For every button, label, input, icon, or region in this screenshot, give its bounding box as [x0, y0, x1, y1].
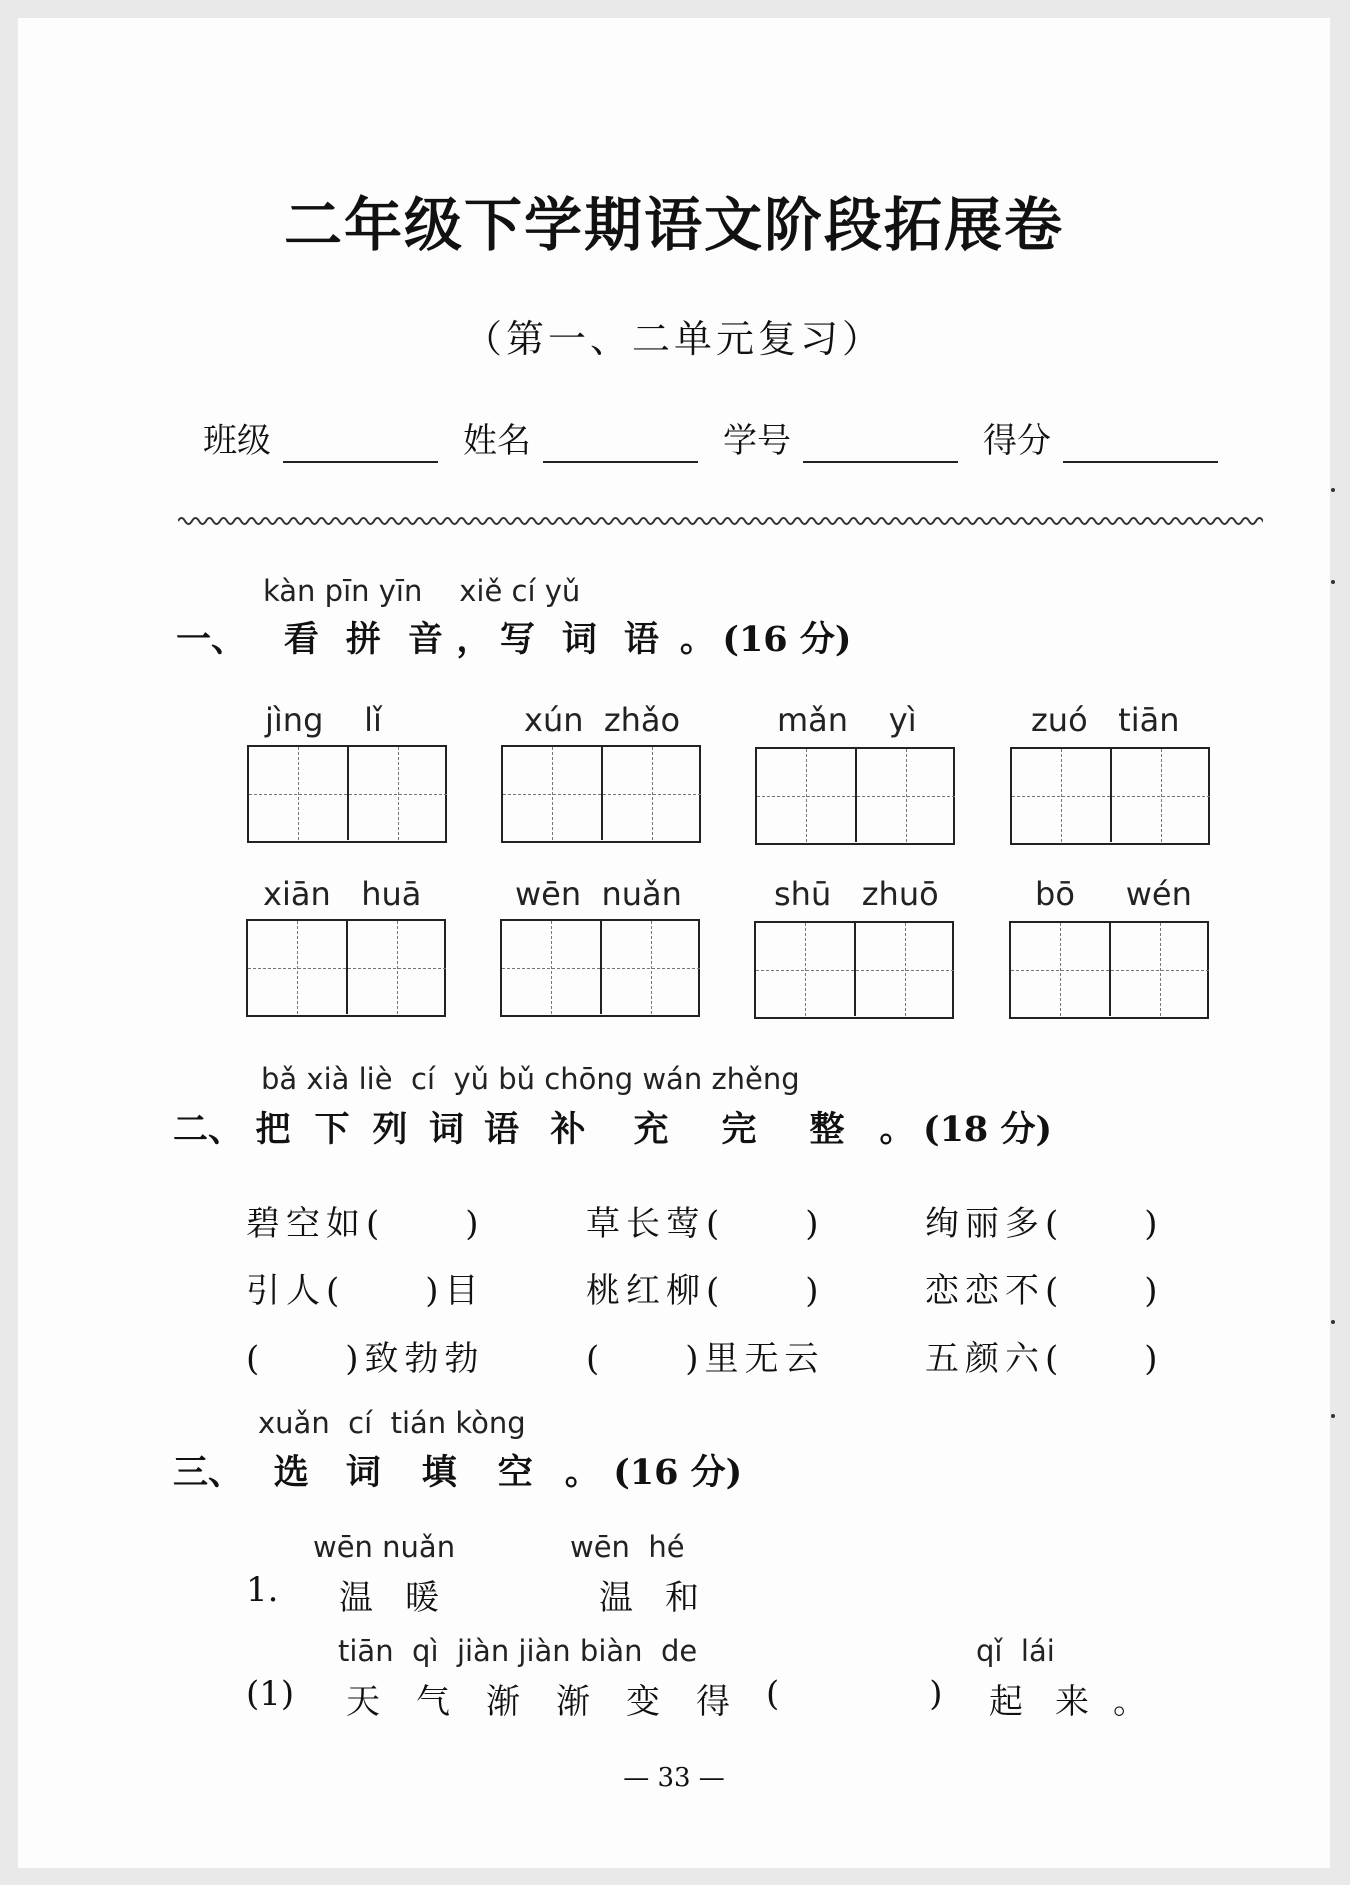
section1-pinyin: kàn pīn yīn xiě cí yǔ — [263, 574, 581, 608]
writing-grid[interactable] — [246, 919, 446, 1017]
word-pinyin: xiān huā — [263, 875, 422, 913]
word-pinyin: bō wén — [1035, 875, 1192, 913]
section2-heading: 二、 把 下 列 词 语 补 充 完 整 。 (18 分) — [173, 1109, 1053, 1150]
margin-dot — [1331, 488, 1335, 492]
margin-dot — [1331, 580, 1335, 584]
answer-blank[interactable]: ( ) — [766, 1674, 943, 1714]
sentence-pinyin: tiān qì jiàn jiàn biàn de — [338, 1634, 698, 1668]
word-pinyin: mǎn yì — [777, 701, 917, 739]
score-blank[interactable] — [1063, 460, 1218, 463]
sentence-tail: 起 来 。 — [989, 1682, 1147, 1722]
writing-grid[interactable] — [247, 745, 447, 843]
score-label: 得分 — [983, 421, 1051, 461]
idiom-fill[interactable]: 草长莺( ) — [586, 1204, 825, 1244]
writing-grid[interactable] — [1010, 747, 1210, 845]
choice-pinyin: wēn hé — [570, 1530, 685, 1564]
page-subtitle: （第一、二单元复习） — [463, 317, 884, 361]
section3-heading: 三、 选 词 填 空 。 (16 分) — [173, 1452, 743, 1493]
word-choice-2[interactable]: 温 和 — [599, 1578, 699, 1618]
number-label: 学号 — [723, 421, 791, 461]
idiom-fill[interactable]: ( )里无云 — [586, 1339, 825, 1379]
sentence-pinyin: qǐ lái — [976, 1634, 1055, 1668]
name-label: 姓名 — [463, 421, 531, 461]
writing-grid[interactable] — [501, 745, 701, 843]
idiom-fill[interactable]: 桃红柳( ) — [586, 1271, 825, 1311]
word-pinyin: shū zhuō — [774, 875, 939, 913]
idiom-fill[interactable]: ( )致勃勃 — [246, 1339, 485, 1379]
margin-dot — [1331, 1320, 1335, 1324]
idiom-fill[interactable]: 引人( )目 — [246, 1271, 485, 1311]
page-number: — 33 — — [623, 1763, 725, 1793]
class-label: 班级 — [203, 421, 271, 461]
sub-question-number: (1) — [246, 1674, 295, 1714]
section3-pinyin: xuǎn cí tián kòng — [258, 1406, 526, 1440]
sentence-text: 天 气 渐 渐 变 得 — [346, 1682, 730, 1722]
word-choice-1[interactable]: 温 暖 — [339, 1578, 439, 1618]
idiom-fill[interactable]: 绚丽多( ) — [925, 1204, 1164, 1244]
name-blank[interactable] — [543, 460, 698, 463]
section2-pinyin: bǎ xià liè cí yǔ bǔ chōng wán zhěng — [261, 1062, 800, 1096]
worksheet-page — [18, 18, 1330, 1868]
word-pinyin: wēn nuǎn — [515, 875, 682, 913]
idiom-fill[interactable]: 五颜六( ) — [925, 1339, 1164, 1379]
idiom-fill[interactable]: 碧空如( ) — [246, 1204, 485, 1244]
word-pinyin: zuó tiān — [1031, 701, 1180, 739]
writing-grid[interactable] — [500, 919, 700, 1017]
choice-pinyin: wēn nuǎn — [313, 1530, 456, 1564]
writing-grid[interactable] — [755, 747, 955, 845]
question-number: 1. — [246, 1570, 279, 1610]
wavy-divider — [178, 514, 1263, 528]
page-title: 二年级下学期语文阶段拓展卷 — [283, 191, 1064, 259]
word-pinyin: jìng lǐ — [265, 701, 382, 739]
section1-heading: 一、 看 拼 音 ， 写 词 语 。 (16 分) — [176, 619, 852, 660]
word-pinyin: xún zhǎo — [524, 701, 681, 739]
number-blank[interactable] — [803, 460, 958, 463]
idiom-fill[interactable]: 恋恋不( ) — [925, 1271, 1164, 1311]
class-blank[interactable] — [283, 460, 438, 463]
writing-grid[interactable] — [1009, 921, 1209, 1019]
margin-dot — [1331, 1414, 1335, 1418]
writing-grid[interactable] — [754, 921, 954, 1019]
